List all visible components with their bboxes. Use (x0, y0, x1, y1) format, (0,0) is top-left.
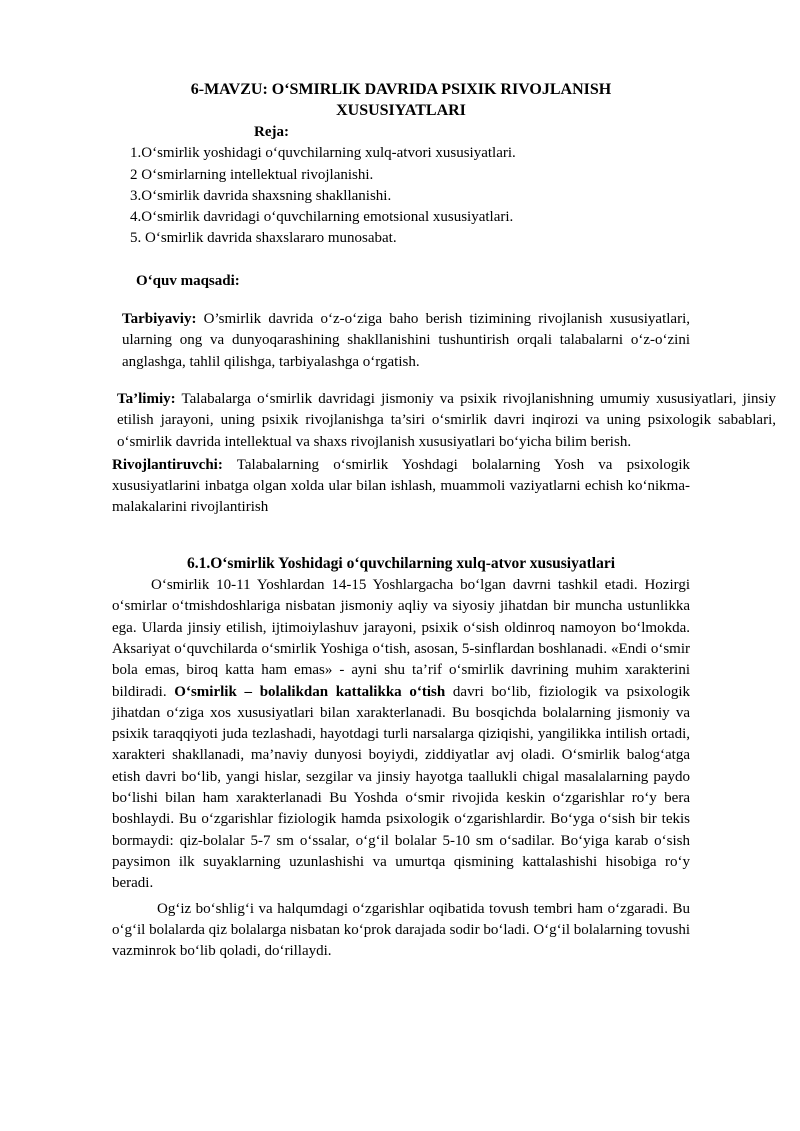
plan-list (112, 143, 690, 249)
goal-talimiy-label: Ta’limiy: (117, 390, 176, 407)
goal-tarbiyaviy-text: O’smirlik davrida o‘z-o‘ziga baho berish tizimining rivojlanish xususiyatlari, ularning ong va dunyoqarashining shakllanishini tushuntirish orqali talabalarni o‘z-o‘zini anglashga, tahlil qilishga, tarbiyalashga o‘rgatish. (122, 311, 690, 370)
plan-item-1: 1.O‘smirlik yoshidagi o‘quvchilarning xulq-atvori xususiyatlari. (130, 145, 516, 162)
paragraph-1-bold-phrase: O‘smirlik – bolalikdan kattalikka o‘tish (174, 683, 446, 700)
plan-item-5: 5. O‘smirlik davrida shaxslararo munosabat. (130, 230, 397, 247)
title-line-2: XUSUSIYATLARI (336, 102, 466, 119)
goal-paragraph-rivojlantiruvchi (112, 455, 690, 519)
section-heading: 6.1.O‘smirlik Yoshidagi o‘quvchilarning xulq-atvor xususiyatlari (186, 554, 616, 572)
goal-rivojlantiruvchi-text: Talabalarning o‘smirlik Yoshdagi bolalarning Yosh va psixologik xususiyatlarini inbatga olgan xolda ular bilan ishlash, muammoli vaziyatlarni echish ko‘nikma-malakalarini rivojlantirish (112, 456, 690, 516)
goal-rivojlantiruvchi-label: Rivojlantiruvchi: (112, 456, 223, 473)
paragraph-1-text-b: davri bo‘lib, fiziologik va psixologik jihatdan o‘ziga xos xususiyatlari bilan xarakterlanadi. Bu bosqichda bolalarning jismoniy va psixik taraqqiyoti juda tezlashadi, hayotdagi turli narsalarga qiziqishi, yangilikka intilish ortadi, xarakteri shakllanadi, ma’naviy dunyosi boyiydi, ziddiyatlar avj oladi. O‘smirlik balog‘atga etish davri bo‘lib, yangi hislar, sezgilar va jinsiy hayotga taallukli chigal masalalarning paydo bo‘lishi bilan ham xarakterlanadi Bu Yoshda o‘smir rivojida keskin o‘zgarishlar ro‘y bera boshlaydi. Bu o‘zgarishlar fiziologik hamda psixologik o‘zgarishlardir. Bo‘yga o‘sish bir tekis bormaydi: qiz-bolalar 5-7 sm o‘ssalar, o‘g‘il bolalar 5-10 sm o‘sadilar. Bo‘yiga karab o‘sish paysimon ilk suyaklarning uzunlashishi va umurtqa qismining kattalashishi hisobiga ro‘y beradi. (112, 683, 691, 892)
goal-paragraph-tarbiyaviy (112, 309, 690, 373)
goal-paragraph-talimiy (112, 389, 776, 453)
document-title (112, 79, 690, 121)
plan-heading: Reja: (254, 124, 289, 140)
section-paragraph-2: Og‘iz bo‘shlig‘i va halqumdagi o‘zgarishlar oqibatida tovush tembri ham o‘zgaradi. Bu o‘g‘il bolalarda qiz bolalarga nisbatan ko‘prok darajada sodir bo‘ladi. O‘g‘il bolalarning tovushi vazminrok bo‘lib qoladi, do‘rillaydi. (112, 900, 690, 960)
goal-talimiy-text: Talabalarga o‘smirlik davridagi jismoniy va psixik rivojlanishning umumiy xususiyatlari, jinsiy etilish jarayoni, uning psixik rivojlanishga ta’siri o‘smirlik davri inqirozi va uning psixologik sabablari, o‘smirlik davrida intellektual va shaxs rivojlanish xususiyatlari bo‘yicha bilim berish. (117, 390, 776, 450)
plan-item-4: 4.O‘smirlik davridagi o‘quvchilarning emotsional xususiyatlari. (130, 209, 514, 226)
paragraph-1-text-a: O‘smirlik 10-11 Yoshlardan 14-15 Yoshlargacha bo‘lgan davrni tashkil etadi. Hozirgi o‘smirlar o‘tmishdoshlariga nisbatan jismoniy aqliy va siyosiy jihatdan bir muncha ustunlikka ega. Ularda jinsiy etilish, ijtimoiylashuv jarayoni, psixik o‘sish oldinroq namoyon bo‘lmokda. Aksariyat o‘quvchilarda o‘smirlik Yoshiga o‘tish, asosan, 5-sinflardan boshlanadi. «Endi o‘smir bola emas, biroq katta ham emas» - ayni shu ta’rif o‘smirlik davrining muhim xarakterini bildiradi. (112, 577, 690, 700)
goal-tarbiyaviy-label: Tarbiyaviy: (122, 311, 197, 328)
learning-goal-heading: O‘quv maqsadi: (136, 272, 240, 289)
plan-item-2: 2 O‘smirlarning intellektual rivojlanishi. (130, 166, 374, 183)
plan-item-3: 3.O‘smirlik davrida shaxsning shakllanishi. (130, 187, 392, 204)
section-paragraph-1 (112, 575, 690, 894)
title-line-1: 6-MAVZU: O‘SMIRLIK DAVRIDA PSIXIK RIVOJLANISH (190, 81, 612, 98)
